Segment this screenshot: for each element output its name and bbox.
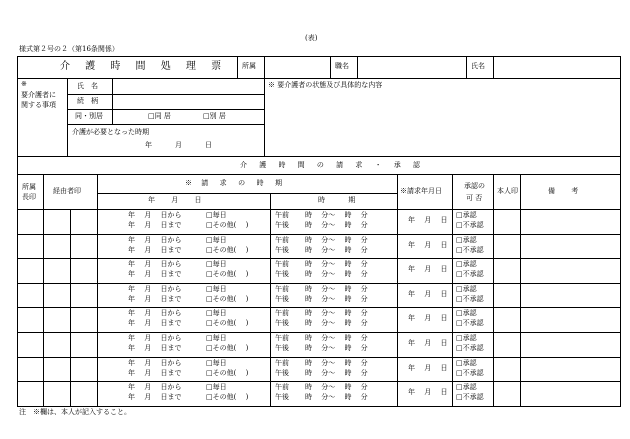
every-day-checkbox[interactable]: □毎日 [206, 383, 227, 392]
to-date-text: 年 月 日まで [128, 368, 182, 377]
disapprove-checkbox[interactable]: □不承認 [456, 245, 484, 254]
to-time-text: 時 分〜 時 分 [305, 344, 368, 352]
family-section-label-2: 関する事項 [21, 101, 56, 109]
disapprove-checkbox[interactable]: □不承認 [456, 393, 484, 402]
disapprove-checkbox[interactable]: □不承認 [456, 368, 484, 377]
from-time-text: 時 分〜 時 分 [305, 358, 368, 367]
cohabit-together-checkbox[interactable]: □同 居 [148, 112, 171, 120]
from-time-text: 時 分〜 時 分 [305, 211, 368, 219]
approve-checkbox[interactable]: □承認 [456, 284, 477, 293]
pm-label: 午後 [275, 344, 289, 352]
request-ymd-text: 年 月 日 [408, 240, 448, 249]
from-date-text: 年 月 日から [128, 284, 182, 293]
other-checkbox[interactable]: □その他( ) [206, 221, 249, 229]
to-date-text: 年 月 日まで [128, 245, 182, 254]
footer-note: 注 ※欄は、本人が記入すること。 [19, 408, 131, 416]
from-time-text: 時 分〜 時 分 [305, 260, 368, 269]
family-name-label: 氏 名 [77, 82, 98, 90]
other-checkbox[interactable]: □その他( ) [206, 270, 249, 279]
disapprove-checkbox[interactable]: □不承認 [456, 344, 484, 352]
to-time-text: 時 分〜 時 分 [305, 368, 368, 377]
every-day-checkbox[interactable]: □毎日 [206, 334, 227, 342]
to-date-text: 年 月 日まで [128, 344, 182, 352]
form-number: 様式第２号の２（第16条関係） [19, 45, 119, 53]
am-label: 午前 [275, 260, 289, 269]
family-cohabit-label: 同・別居 [75, 112, 103, 120]
date-sub-label: 年 月 日 [148, 196, 202, 204]
am-label: 午前 [275, 334, 289, 342]
disapprove-checkbox[interactable]: □不承認 [456, 221, 484, 229]
approval-label-2: 可 否 [466, 194, 483, 202]
other-checkbox[interactable]: □その他( ) [206, 393, 249, 402]
request-ymd-text: 年 月 日 [408, 388, 448, 397]
am-label: 午前 [275, 211, 289, 219]
disapprove-checkbox[interactable]: □不承認 [456, 319, 484, 328]
from-date-text: 年 月 日から [128, 383, 182, 392]
am-label: 午前 [275, 383, 289, 392]
pm-label: 午後 [275, 245, 289, 254]
to-date-text: 年 月 日まで [128, 294, 182, 303]
to-time-text: 時 分〜 時 分 [305, 270, 368, 279]
affiliation-label: 所属 [242, 62, 256, 70]
to-date-text: 年 月 日まで [128, 270, 182, 279]
remarks-label: 備 考 [548, 187, 579, 195]
family-section-mark: ※ [21, 80, 27, 88]
from-time-text: 時 分〜 時 分 [305, 334, 368, 342]
pm-label: 午後 [275, 368, 289, 377]
condition-label: ※ 要介護者の状態及び具体的な内容 [268, 81, 383, 89]
pm-label: 午後 [275, 294, 289, 303]
disapprove-checkbox[interactable]: □不承認 [456, 294, 484, 303]
request-ymd-text: 年 月 日 [408, 216, 448, 224]
page-title: 介 護 時 間 処 理 票 [60, 61, 228, 72]
from-date-text: 年 月 日から [128, 334, 182, 342]
request-ymd-text: 年 月 日 [408, 363, 448, 372]
am-label: 午前 [275, 309, 289, 318]
am-label: 午前 [275, 358, 289, 367]
to-time-text: 時 分〜 時 分 [305, 245, 368, 254]
from-date-text: 年 月 日から [128, 358, 182, 367]
request-ymd-text: 年 月 日 [408, 339, 448, 347]
approve-checkbox[interactable]: □承認 [456, 235, 477, 244]
needed-period-month: 月 [175, 141, 182, 149]
needed-period-label: 介護が必要となった時期 [72, 128, 149, 136]
pm-label: 午後 [275, 393, 289, 402]
every-day-checkbox[interactable]: □毎日 [206, 260, 227, 269]
self-seal-label: 本人印 [497, 187, 518, 195]
pm-label: 午後 [275, 221, 289, 229]
approve-checkbox[interactable]: □承認 [456, 211, 477, 219]
position-label: 職名 [335, 62, 349, 70]
other-checkbox[interactable]: □その他( ) [206, 294, 249, 303]
to-date-text: 年 月 日まで [128, 221, 182, 229]
every-day-checkbox[interactable]: □毎日 [206, 309, 227, 318]
to-date-text: 年 月 日まで [128, 393, 182, 402]
approve-checkbox[interactable]: □承認 [456, 260, 477, 269]
needed-period-year: 年 [145, 141, 152, 149]
top-label: (表) [305, 34, 318, 42]
approve-checkbox[interactable]: □承認 [456, 383, 477, 392]
every-day-checkbox[interactable]: □毎日 [206, 358, 227, 367]
request-ymd-text: 年 月 日 [408, 289, 448, 298]
request-period-label: ※ 請 求 の 時 期 [185, 179, 283, 187]
from-time-text: 時 分〜 時 分 [305, 309, 368, 318]
request-ymd-text: 年 月 日 [408, 314, 448, 323]
from-time-text: 時 分〜 時 分 [305, 383, 368, 392]
pm-label: 午後 [275, 319, 289, 328]
other-checkbox[interactable]: □その他( ) [206, 319, 249, 328]
to-time-text: 時 分〜 時 分 [305, 221, 368, 229]
needed-period-day: 日 [205, 141, 212, 149]
am-label: 午前 [275, 235, 289, 244]
to-date-text: 年 月 日まで [128, 319, 182, 328]
family-relation-label: 続 柄 [77, 97, 98, 105]
approve-checkbox[interactable]: □承認 [456, 334, 477, 342]
every-day-checkbox[interactable]: □毎日 [206, 235, 227, 244]
disapprove-checkbox[interactable]: □不承認 [456, 270, 484, 279]
from-date-text: 年 月 日から [128, 235, 182, 244]
to-time-text: 時 分〜 時 分 [305, 319, 368, 328]
family-section-label-1: 要介護者に [21, 91, 56, 99]
approve-checkbox[interactable]: □承認 [456, 309, 477, 318]
every-day-checkbox[interactable]: □毎日 [206, 284, 227, 293]
from-date-text: 年 月 日から [128, 309, 182, 318]
to-time-text: 時 分〜 時 分 [305, 393, 368, 402]
from-time-text: 時 分〜 時 分 [305, 235, 368, 244]
to-time-text: 時 分〜 時 分 [305, 294, 368, 303]
am-label: 午前 [275, 284, 289, 293]
from-time-text: 時 分〜 時 分 [305, 284, 368, 293]
affiliation-head-label-2: 長印 [22, 193, 36, 201]
approval-label-1: 承認の [464, 182, 485, 190]
other-checkbox[interactable]: □その他( ) [206, 344, 249, 352]
from-date-text: 年 月 日から [128, 211, 182, 219]
name-label: 氏名 [471, 62, 485, 70]
other-checkbox[interactable]: □その他( ) [206, 368, 249, 377]
from-date-text: 年 月 日から [128, 260, 182, 269]
request-ymd-text: 年 月 日 [408, 265, 448, 274]
time-sub-label: 時 期 [318, 196, 356, 204]
every-day-checkbox[interactable]: □毎日 [206, 211, 227, 219]
request-date-label: ※請求年月日 [400, 187, 442, 195]
pm-label: 午後 [275, 270, 289, 279]
affiliation-head-label-1: 所属 [22, 183, 36, 191]
cohabit-apart-checkbox[interactable]: □別 居 [203, 112, 226, 120]
approve-checkbox[interactable]: □承認 [456, 358, 477, 367]
section-title: 介 護 時 間 の 請 求 ・ 承 認 [240, 161, 426, 169]
other-checkbox[interactable]: □その他( ) [206, 245, 249, 254]
transit-seal-label: 経由者印 [53, 187, 81, 195]
